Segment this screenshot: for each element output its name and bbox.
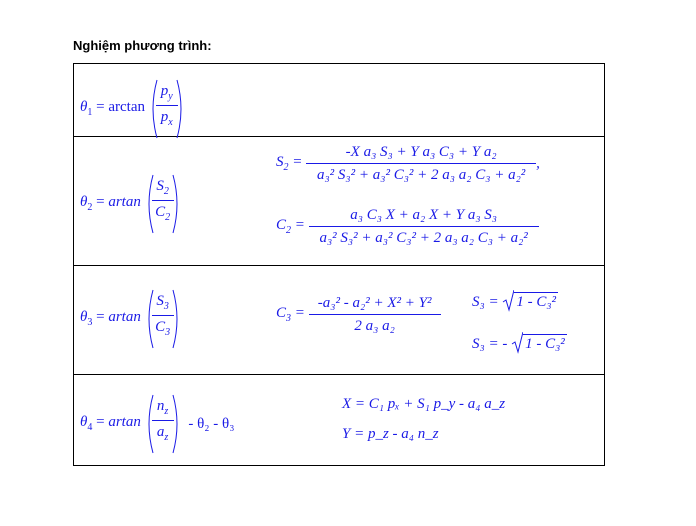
sqrt-icon: [511, 332, 523, 354]
s2-equation: $S_2$ = $\frac{\text{-X a₃ S₃ + Y a₃ C₃ + Y a₂}}{\text{a₃² S₃² + a₃² C₃² + 2 a₃ a₂ C₃ + a₂²}}$ ,: [276, 144, 540, 183]
s3-positive: S₃ = 1 - C₃²: [472, 292, 558, 310]
theta1-formula: $\theta_1 = \arctan$ $p_y$ $p_x$: [80, 78, 185, 140]
s3-negative: S₃ = - 1 - C₃²: [472, 334, 567, 352]
row-theta4: [74, 375, 604, 467]
y-equation: Y = p_z - a₄ n_z: [342, 426, 439, 442]
section-heading: Nghiệm phương trình:: [73, 38, 212, 53]
theta2-formula: $\theta_2 = artan$ $S_2$ $C_2$: [80, 173, 181, 235]
solution-table: [73, 63, 605, 466]
c3-equation: $C_3$ = $\frac{\text{-a₃² - a₂² + X² + Y²}}{\text{2 a₃ a₂}}$: [276, 296, 441, 334]
sqrt-icon: [502, 290, 514, 312]
theta3-formula: $\theta_3 = artan$ $S_3$ $C_3$: [80, 288, 181, 350]
row-theta3: [74, 266, 604, 375]
theta4-formula: $\theta_4 = artan$ $n_z$ $a_z$ - θ₂ - θ₃: [80, 393, 234, 455]
c2-equation: $C_2$ = $\frac{\text{a₃ C₃ X + a₂ X + Y a₃ S₃}}{\text{a₃² S₃² + a₃² C₃² + 2 a₃ a₂ C₃ + a₂²}}$: [276, 208, 539, 246]
row-theta1: [74, 64, 604, 137]
x-equation: X = C₁ pₓ + S₁ p_y - a₄ a_z: [342, 396, 506, 412]
row-theta2: [74, 137, 604, 266]
